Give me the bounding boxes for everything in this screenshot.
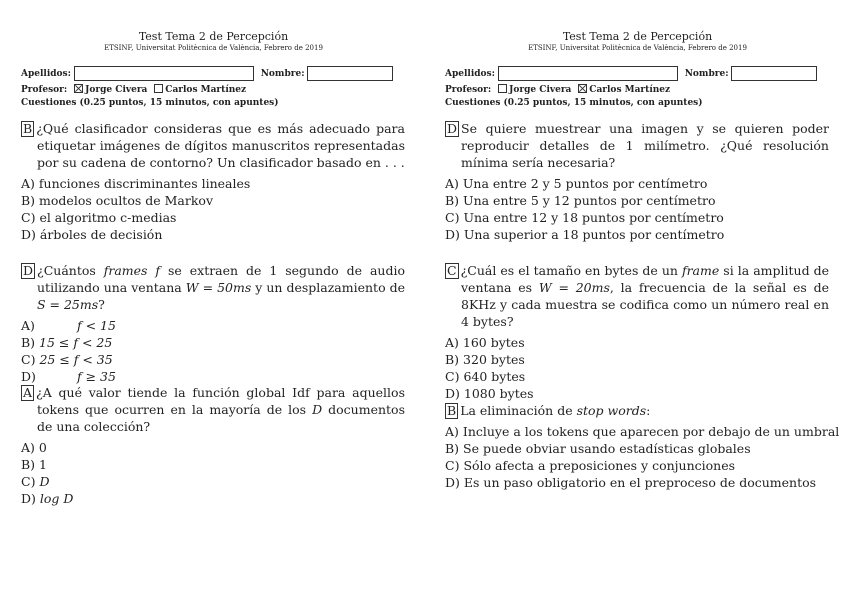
option xyxy=(21,473,405,490)
option xyxy=(445,209,829,226)
option-label: C) xyxy=(445,210,460,225)
apellidos-field[interactable] xyxy=(74,66,254,81)
question-text: documentos de una colección? xyxy=(37,402,405,434)
option-label: A) xyxy=(21,440,35,455)
option-label: D) xyxy=(445,475,460,490)
options-list xyxy=(21,439,405,507)
apellidos-label: Apellidos: xyxy=(21,69,71,79)
option-label: A) xyxy=(21,176,35,191)
option xyxy=(21,456,405,473)
option-text: D xyxy=(39,474,50,489)
answer-box: D xyxy=(447,121,458,136)
cuestiones-label: Cuestiones (0.25 puntos, 15 minutos, con apuntes) xyxy=(21,98,279,108)
option xyxy=(445,474,829,491)
option xyxy=(21,226,405,243)
option-text: Sólo afecta a preposiciones y conjunciones xyxy=(463,458,736,473)
option-label: B) xyxy=(445,352,460,367)
option-text: 320 bytes xyxy=(463,352,525,367)
question-text: se extraen de 1 segundo de audio utilizando una ventana xyxy=(37,263,405,295)
question-text: ? xyxy=(98,297,105,312)
option-label: C) xyxy=(445,458,460,473)
question xyxy=(445,120,829,243)
name-row xyxy=(445,66,817,81)
question-text: W = 20ms xyxy=(538,280,610,295)
option-label: A) xyxy=(21,318,35,333)
apellidos-field[interactable] xyxy=(498,66,678,81)
option-label: B) xyxy=(21,335,36,350)
nombre-field[interactable] xyxy=(307,66,393,81)
option-label: B) xyxy=(21,457,36,472)
option xyxy=(21,334,405,351)
option-label: A) xyxy=(445,176,459,191)
option xyxy=(445,192,829,209)
checkbox-jorge-civera[interactable] xyxy=(74,84,83,93)
question-text: frame xyxy=(681,263,720,278)
option-label: D) xyxy=(445,227,460,242)
options-list xyxy=(445,423,840,491)
question-text: frames xyxy=(103,263,148,278)
professor-name: Carlos Martínez xyxy=(589,85,671,95)
exam-title: Test Tema 2 de Percepción xyxy=(562,30,713,43)
option xyxy=(445,423,840,440)
question-text: W = 50ms xyxy=(185,280,252,295)
exam-title: Test Tema 2 de Percepción xyxy=(138,30,289,43)
option xyxy=(445,175,829,192)
option-text: árboles de decisión xyxy=(39,227,163,242)
question-text: : xyxy=(646,403,651,418)
question-text: La eliminación de xyxy=(460,403,577,418)
options-list xyxy=(21,175,405,243)
option-label: C) xyxy=(445,369,460,384)
option xyxy=(21,490,405,507)
professor-name: Jorge Civera xyxy=(509,85,572,95)
option xyxy=(445,385,829,402)
question xyxy=(21,120,405,243)
cuestiones-header xyxy=(445,98,703,108)
option-text: Incluye a los tokens que aparecen por debajo de un umbral xyxy=(462,424,840,439)
apellidos-label: Apellidos: xyxy=(445,69,495,79)
option xyxy=(445,457,829,474)
question xyxy=(21,384,405,507)
option-text: log D xyxy=(39,491,74,506)
option-text: Es un paso obligatorio en el preproceso de documentos xyxy=(463,475,817,490)
nombre-label: Nombre: xyxy=(684,69,729,79)
answer-box: D xyxy=(23,263,34,278)
nombre-label: Nombre: xyxy=(260,69,305,79)
question xyxy=(445,262,829,402)
exam-subtitle: ETSINF, Universitat Politècnica de València, Febrero de 2019 xyxy=(104,44,323,52)
options-list xyxy=(445,334,829,402)
options-list xyxy=(21,317,405,385)
question xyxy=(445,402,840,491)
question-text: S = 25ms xyxy=(37,297,99,312)
question-text: ¿Cuántos xyxy=(37,263,104,278)
answer-box: C xyxy=(447,263,457,278)
option-text: modelos ocultos de Markov xyxy=(39,193,214,208)
option-text: 25 ≤ f < 35 xyxy=(39,352,113,367)
option-label: C) xyxy=(21,210,36,225)
option xyxy=(445,334,829,351)
option xyxy=(21,192,405,209)
option-label: D) xyxy=(21,227,36,242)
professor-row xyxy=(445,84,670,95)
option xyxy=(445,351,829,368)
option xyxy=(21,351,405,368)
options-list xyxy=(445,175,829,243)
question-text: ¿Cuál es el tamaño en bytes de un xyxy=(460,263,682,278)
answer-box: B xyxy=(23,121,33,136)
answer-box: B xyxy=(447,403,457,418)
option-label: C) xyxy=(21,474,36,489)
cuestiones-header xyxy=(21,98,279,108)
option xyxy=(21,317,405,334)
name-row xyxy=(21,66,393,81)
checkbox-carlos-martinez[interactable] xyxy=(578,84,587,93)
professor-name: Carlos Martínez xyxy=(165,85,247,95)
option-label: A) xyxy=(445,335,459,350)
option-label: B) xyxy=(21,193,36,208)
option-label: D) xyxy=(445,386,460,401)
option-label: D) xyxy=(21,369,36,384)
option-label: A) xyxy=(445,424,459,439)
option xyxy=(445,368,829,385)
answer-box: A xyxy=(23,385,33,400)
checkbox-jorge-civera[interactable] xyxy=(498,84,507,93)
option-label: C) xyxy=(21,352,36,367)
profesor-label: Profesor: xyxy=(445,85,492,95)
option-text: 0 xyxy=(38,440,47,455)
question-text: , la frecuencia de la señal es de 8KHz y cada muestra se codifica como un número real en 4 bytes? xyxy=(461,280,829,329)
question-text: f xyxy=(155,263,161,278)
checkbox-carlos-martinez[interactable] xyxy=(154,84,163,93)
option-text: 160 bytes xyxy=(462,335,525,350)
option xyxy=(21,368,405,385)
option-text: Una superior a 18 puntos por centímetro xyxy=(463,227,725,242)
option-text: 1 xyxy=(39,457,47,472)
question-text: si la amplitud de ventana es xyxy=(461,263,829,295)
option xyxy=(21,209,405,226)
option-text: Una entre 2 y 5 puntos por centímetro xyxy=(462,176,708,191)
option-text: 15 ≤ f < 25 xyxy=(39,335,113,350)
option xyxy=(445,226,829,243)
question-text: ¿A qué valor tiende la función global Idf para aquellos tokens que ocurren en la mayoría de los xyxy=(36,385,405,417)
question-text: y un desplazamiento de xyxy=(251,280,405,295)
option xyxy=(445,440,829,457)
question xyxy=(21,262,405,385)
option-text: Una entre 12 y 18 puntos por centímetro xyxy=(463,210,724,225)
question-text: ¿Qué clasificador consideras que es más adecuado para etiquetar imágenes de dígitos manuscritos representadas por su cadena de contorno? Un clasificador basado en . . . xyxy=(36,121,405,170)
option-text: Una entre 5 y 12 puntos por centímetro xyxy=(463,193,716,208)
exam-subtitle: ETSINF, Universitat Politècnica de València, Febrero de 2019 xyxy=(528,44,747,52)
profesor-label: Profesor: xyxy=(21,85,68,95)
question-text: D xyxy=(312,402,323,417)
option xyxy=(21,439,405,456)
nombre-field[interactable] xyxy=(731,66,817,81)
option-text: 1080 bytes xyxy=(463,386,534,401)
professor-row xyxy=(21,84,246,95)
option-text: Se puede obviar usando estadísticas globales xyxy=(463,441,751,456)
question-text: stop words xyxy=(576,403,647,418)
option-label: B) xyxy=(445,193,460,208)
option-text: f < 15 xyxy=(77,318,116,333)
option-label: B) xyxy=(445,441,460,456)
option-text: funciones discriminantes lineales xyxy=(38,176,251,191)
option-text: el algoritmo c-medias xyxy=(39,210,177,225)
professor-name: Jorge Civera xyxy=(85,85,148,95)
question-text: Se quiere muestrear una imagen y se quieren poder reproducir detalles de 1 milímetro. ¿Qué resolución mínima sería necesaria? xyxy=(461,121,829,170)
option-label: D) xyxy=(21,491,36,506)
option xyxy=(21,175,405,192)
option-text: 640 bytes xyxy=(463,369,526,384)
option-text: f ≥ 35 xyxy=(77,369,116,384)
cuestiones-label: Cuestiones (0.25 puntos, 15 minutos, con apuntes) xyxy=(445,98,703,108)
